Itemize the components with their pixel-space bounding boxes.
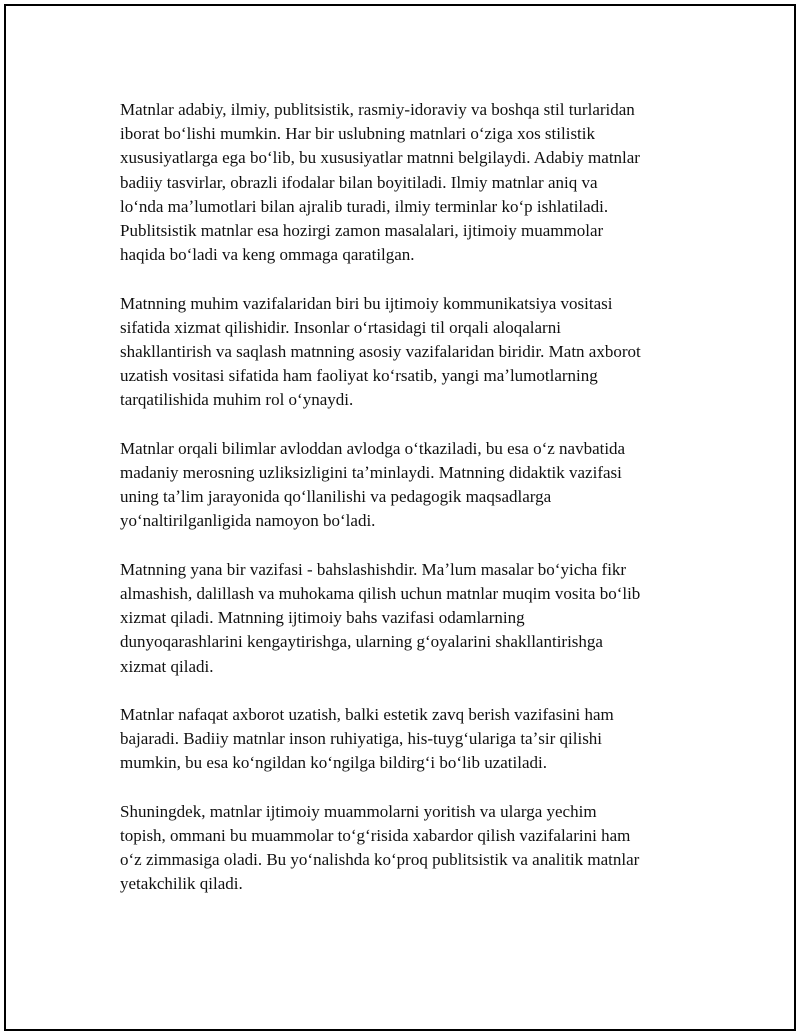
document-body [120,98,700,921]
paragraph: Matnning muhim vazifalaridan biri bu ijtimoiy kommunikatsiya vositasi sifatida xizmat qilishidir. Insonlar oʻrtasidagi til orqali aloqalarni shakllantirish va saqlash matnning asosiy vazifalaridan biridir. Matn axborot uzatish vositasi sifatida ham faoliyat koʻrsatib, yangi maʼlumotlarning tarqatilishida muhim rol oʻynaydi. [120,293,641,410]
paragraph: Matnlar nafaqat axborot uzatish, balki estetik zavq berish vazifasini ham bajaradi. Badiiy matnlar inson ruhiyatiga, his-tuygʻulariga taʼsir qilishi mumkin, bu esa koʻngildan koʻngilga bildirgʻi boʻlib uzatiladi. [120,705,614,773]
paragraph: Matnlar adabiy, ilmiy, publitsistik, rasmiy-idoraviy va boshqa stil turlaridan iborat boʻlishi mumkin. Har bir uslubning matnlari oʻziga xos stilistik xususiyatlarga ega boʻlib, bu xususiyatlar matnni belgilaydi. Adabiy matnlar badiiy tasvirlar, obrazli ifodalar bilan boyitiladi. Ilmiy matnlar aniq va loʻnda maʼlumotlari bilan ajralib turadi, ilmiy terminlar koʻp ishlatiladi. Publitsistik matnlar esa hozirgi zamon masalalari, ijtimoiy muammolar haqida boʻladi va keng ommaga qaratilgan. [120,100,640,265]
page-border [4,4,796,1031]
paragraph: Matnning yana bir vazifasi - bahslashishdir. Maʼlum masalar boʻyicha fikr almashish, dalillash va muhokama qilish uchun matnlar muqim vosita boʻlib xizmat qiladi. Matnning ijtimoiy bahs vazifasi odamlarning dunyoqarashlarini kengaytirishga, ularning gʻoyalarini shakllantirishga xizmat qiladi. [120,559,641,676]
paragraph: Shuningdek, matnlar ijtimoiy muammolarni yoritish va ularga yechim topish, ommani bu muammolar toʻgʻrisida xabardor qilish vazifalarini ham oʻz zimmasiga oladi. Bu yoʻnalishda koʻproq publitsistik va analitik matnlar yetakchilik qiladi. [120,801,640,894]
paragraph: Matnlar orqali bilimlar avloddan avlodga oʻtkaziladi, bu esa oʻz navbatida madaniy merosning uzliksizligini taʼminlaydi. Matnning didaktik vazifasi uning taʼlim jarayonida qoʻllanilishi va pedagogik maqsadlarga yoʻnaltirilganligida namoyon boʻladi. [120,438,626,531]
